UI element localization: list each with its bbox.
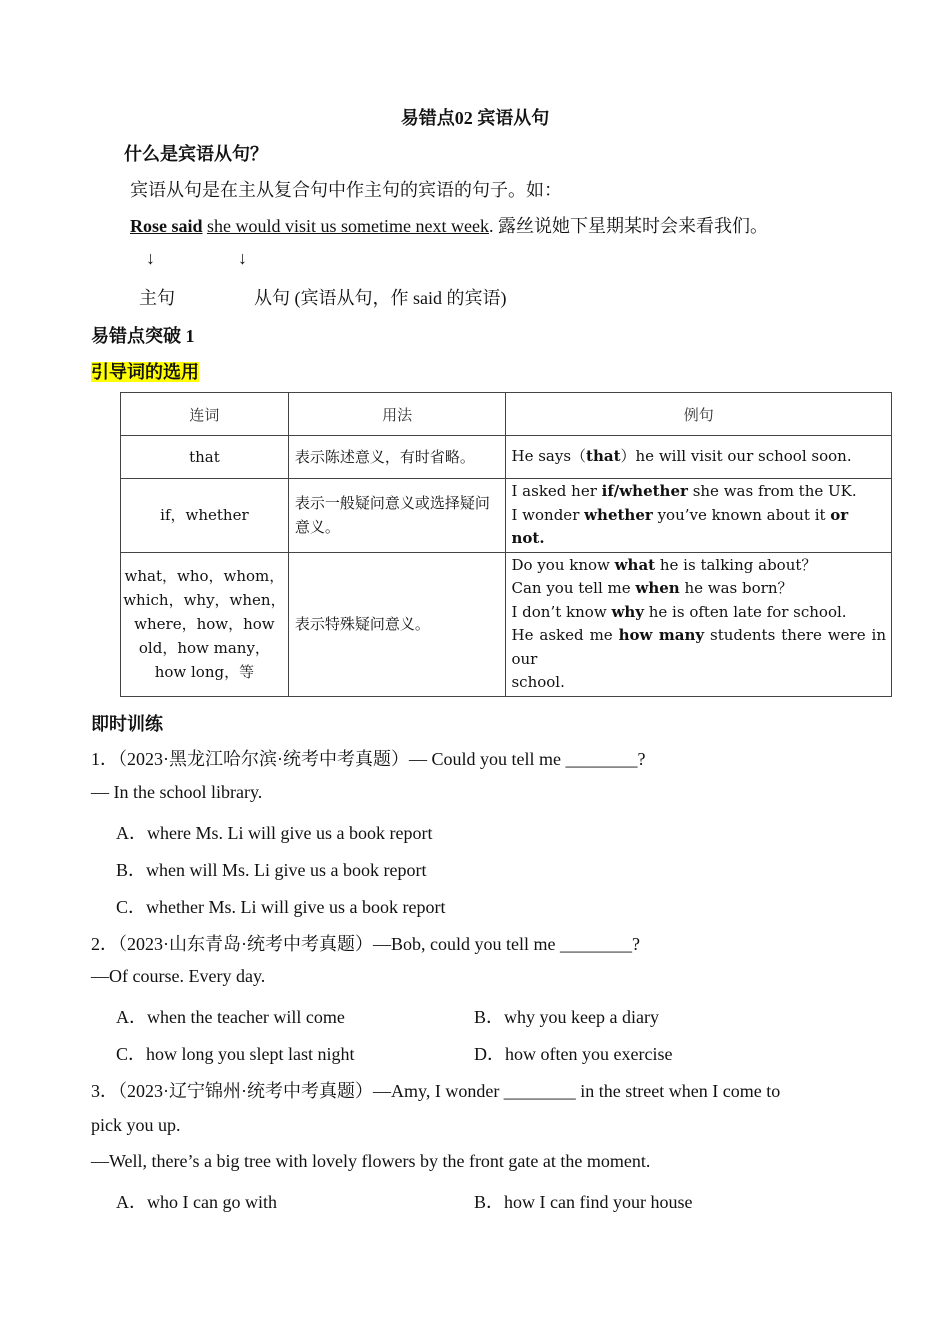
question-number: 3． (91, 1081, 118, 1101)
example-cell (506, 479, 892, 553)
header-usage: 用法 (288, 393, 506, 436)
option-b[interactable]: B．when will Ms. Li give us a book report (116, 860, 427, 880)
question-stem: —Bob, could you tell me ________? (373, 934, 640, 954)
question-stem: —Amy, I wonder ________ in the street when I come to (373, 1081, 781, 1101)
option-b[interactable]: B．why you keep a diary (474, 1007, 659, 1027)
example-line: Do you know what he is talking about？ (511, 555, 817, 574)
example-main-clause: Rose said (130, 216, 203, 236)
practice-heading: 即时训练 (91, 714, 163, 734)
conjunction-text: where，how，how (134, 615, 275, 633)
table-header-row (121, 393, 892, 436)
example-translation: . 露丝说她下星期某时会来看我们。 (488, 216, 768, 236)
example-line: Can you tell me when he was born？ (511, 579, 793, 597)
arrow-down-icon: ↓ (238, 248, 247, 268)
usage-cell (288, 479, 506, 553)
question-source: （2023·辽宁锦州·统考中考真题） (118, 1081, 373, 1101)
example-line: I wonder whether you’ve known about it or not. (511, 505, 849, 547)
conjunction-cell (121, 552, 289, 696)
question-1 (91, 745, 645, 771)
intro-definition: 宾语从句是在主从复合句中作主句的宾语的句子。如： (130, 180, 562, 200)
question-3 (91, 1077, 780, 1103)
page-title: 易错点02 宾语从句 (400, 108, 550, 128)
section-heading: 易错点突破 1 (91, 326, 195, 346)
question-reply: —Of course. Every day. (91, 966, 266, 986)
section-subheading (91, 358, 199, 384)
conjunction-cell (121, 479, 289, 553)
example-line: He asked me how many students there were in our (511, 626, 886, 668)
question-source: （2023·黑龙江哈尔滨·统考中考真题）— (118, 749, 432, 769)
conjunction-text: old，how many， (138, 639, 270, 657)
conjunction-text: which，why，when， (123, 591, 286, 609)
example-object-clause: she would visit us sometime next week (207, 216, 489, 236)
question-source: （2023·山东青岛·统考中考真题） (118, 934, 373, 954)
conjunction-cell (121, 436, 289, 479)
option-c[interactable]: C．whether Ms. Li will give us a book report (116, 897, 446, 917)
question-number: 2． (91, 934, 118, 954)
question-reply: — In the school library. (91, 782, 263, 802)
table-row (121, 436, 892, 479)
question-2 (91, 930, 640, 956)
option-a[interactable]: A．where Ms. Li will give us a book report (116, 823, 433, 843)
option-a[interactable]: A．who I can go with (116, 1192, 277, 1212)
example-line: I asked her if/whether she was from the UK. (511, 482, 857, 500)
label-main-clause: 主句 (139, 288, 175, 308)
label-object-clause: 从句 (宾语从句，作 said 的宾语) (254, 288, 507, 308)
option-c[interactable]: C．how long you slept last night (116, 1044, 355, 1064)
header-example: 例句 (506, 393, 892, 436)
header-conjunction: 连词 (121, 393, 289, 436)
question-stem-continued: pick you up. (91, 1115, 181, 1135)
usage-text: 表示一般疑问意义或选择疑问意义。 (294, 494, 490, 537)
example-line: I don’t know why he is often late for school. (511, 602, 847, 621)
example-cell (506, 436, 892, 479)
table-row (121, 552, 892, 696)
question-number: 1． (91, 749, 118, 769)
usage-cell: 表示陈述意义，有时省略。 (288, 436, 506, 479)
table-row (121, 479, 892, 553)
conjunction-table (120, 392, 892, 697)
question-reply: —Well, there’s a big tree with lovely flowers by the front gate at the moment. (91, 1151, 651, 1171)
option-d[interactable]: D．how often you exercise (474, 1044, 673, 1064)
arrow-down-icon: ↓ (146, 248, 155, 268)
example-line: He says（that）he will visit our school soon. (511, 447, 852, 466)
conjunction-text: what，who，whom， (124, 567, 285, 585)
question-stem: Could you tell me ________? (431, 749, 646, 769)
usage-cell: 表示特殊疑问意义。 (288, 552, 506, 696)
option-a[interactable]: A．when the teacher will come (116, 1007, 345, 1027)
intro-example (130, 212, 768, 238)
highlighted-subheading: 引导词的选用 (91, 362, 199, 382)
example-line: school. (511, 673, 565, 691)
example-cell (506, 552, 892, 696)
option-b[interactable]: B．how I can find your house (474, 1192, 693, 1212)
conjunction-text: how long，等 (154, 663, 255, 681)
conjunction-text: if，whether (160, 506, 249, 525)
intro-question: 什么是宾语从句？ (124, 144, 268, 164)
conjunction-text: that (189, 448, 220, 466)
